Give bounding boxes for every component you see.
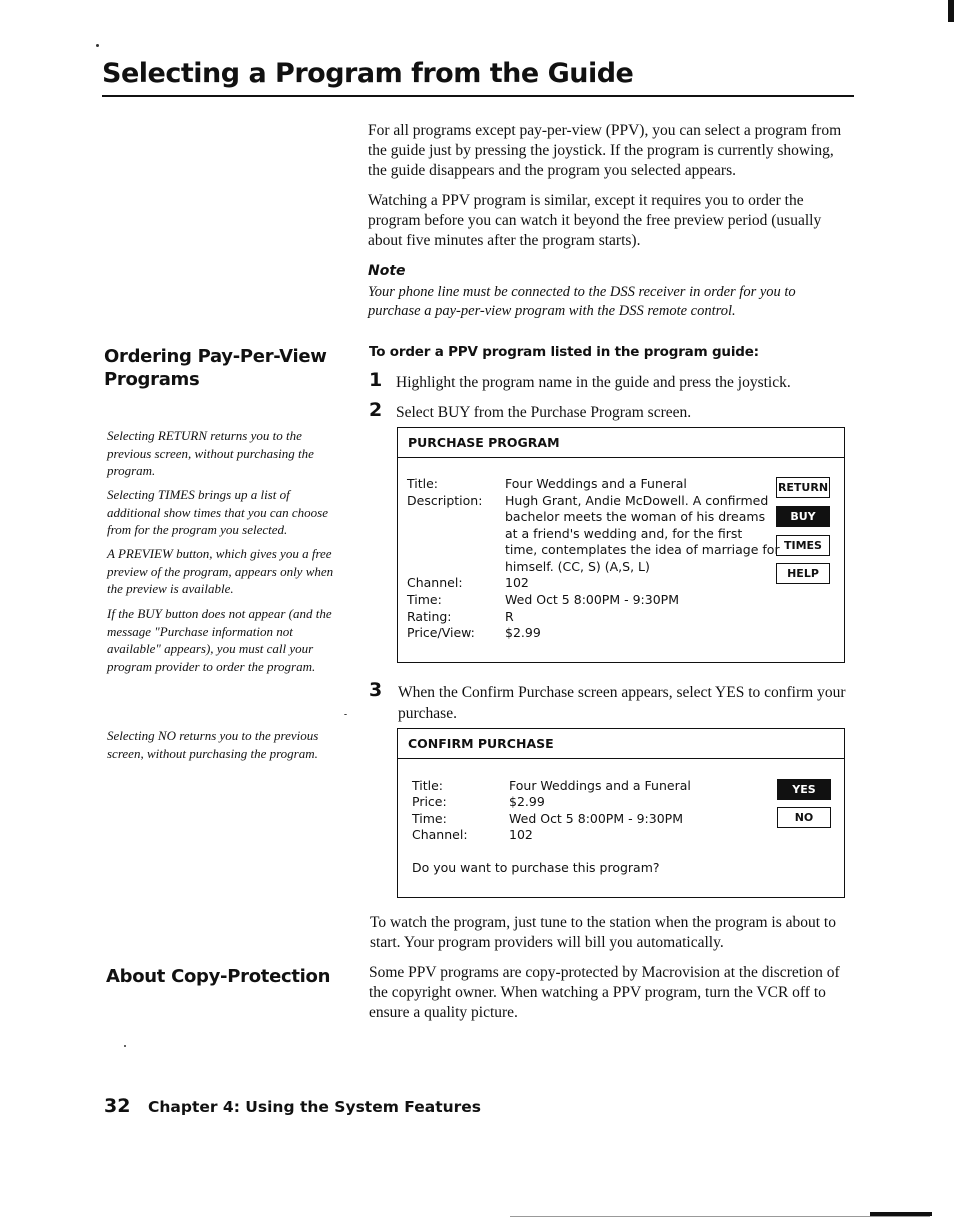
- time-label: Time:: [412, 811, 447, 826]
- confirm-question: Do you want to purchase this program?: [412, 860, 660, 875]
- return-button[interactable]: RETURN: [776, 477, 830, 498]
- yes-button[interactable]: YES: [777, 779, 831, 800]
- bottom-rule-thick: [870, 1212, 932, 1216]
- procedure-heading: To order a PPV program listed in the program guide:: [369, 344, 759, 360]
- bottom-rule: [510, 1216, 930, 1217]
- stray-mark: [124, 1045, 126, 1047]
- note-label: Note: [368, 263, 406, 279]
- intro-paragraph-1: For all programs except pay-per-view (PPV), you can select a program from the guide just by pressing the joystick. If the program is currently showing, the guide disappears and the program you selected appears.: [368, 122, 842, 179]
- rating-label: Rating:: [407, 609, 452, 624]
- page-number: 32: [104, 1095, 131, 1117]
- copy-protection-heading: About Copy-Protection: [106, 966, 331, 987]
- price-value: $2.99: [505, 625, 541, 640]
- channel-label: Channel:: [407, 575, 463, 590]
- confirm-screen-header: CONFIRM PURCHASE: [398, 729, 844, 759]
- purchase-screen-header: PURCHASE PROGRAM: [398, 428, 844, 458]
- sidebar-note-buy: If the BUY button does not appear (and the message "Purchase information not available" appears), you must call your program provider to order the program.: [107, 606, 332, 674]
- title-value: Four Weddings and a Funeral: [509, 778, 691, 793]
- step-number: 1: [369, 369, 383, 391]
- description-label: Description:: [407, 493, 483, 508]
- title-value: Four Weddings and a Funeral: [505, 476, 687, 491]
- step-number: 2: [369, 399, 383, 421]
- no-button[interactable]: NO: [777, 807, 831, 828]
- time-value: Wed Oct 5 8:00PM - 9:30PM: [505, 592, 679, 607]
- title-label: Title:: [407, 476, 438, 491]
- time-value: Wed Oct 5 8:00PM - 9:30PM: [509, 811, 683, 826]
- rating-value: R: [505, 609, 514, 624]
- stray-mark: [344, 714, 347, 715]
- ordering-heading: [104, 345, 327, 391]
- page-title: Selecting a Program from the Guide: [102, 58, 634, 89]
- description-line: himself. (CC, S) (A,S, L): [505, 559, 650, 574]
- confirm-purchase-screen: [397, 728, 845, 898]
- buy-button[interactable]: BUY: [776, 506, 830, 527]
- sidebar-note-times: Selecting TIMES brings up a list of additional show times that you can choose from for the program you selected.: [107, 487, 328, 537]
- description-line: Hugh Grant, Andie McDowell. A confirmed: [505, 493, 769, 508]
- description-line: time, contemplates the idea of marriage for: [505, 542, 780, 557]
- step-text: Select BUY from the Purchase Program screen.: [396, 404, 692, 421]
- help-button[interactable]: HELP: [776, 563, 830, 584]
- description-line: at a friend's wedding and, for the first: [505, 526, 743, 541]
- chapter-title: Chapter 4: Using the System Features: [148, 1098, 482, 1116]
- stray-dot: [96, 44, 99, 47]
- sidebar-note-preview: A PREVIEW button, which gives you a free preview of the program, appears only when the preview is available.: [107, 546, 334, 596]
- channel-label: Channel:: [412, 827, 468, 842]
- step-number: 3: [369, 679, 383, 701]
- price-label: Price/View:: [407, 625, 475, 640]
- ordering-heading-line1: Ordering Pay-Per-View: [104, 346, 327, 367]
- step-text: When the Confirm Purchase screen appears, select YES to confirm your purchase.: [398, 684, 846, 722]
- sidebar-note-no: Selecting NO returns you to the previous screen, without purchasing the program.: [107, 728, 319, 761]
- description-line: bachelor meets the woman of his dreams: [505, 509, 766, 524]
- copy-protection-paragraph: Some PPV programs are copy-protected by Macrovision at the discretion of the copyright owner. When watching a PPV program, turn the VCR off to ensure a quality picture.: [369, 964, 840, 1021]
- watch-paragraph: To watch the program, just tune to the station when the program is about to start. Your program providers will bill you automatically.: [370, 914, 836, 951]
- channel-value: 102: [509, 827, 533, 842]
- intro-paragraph-2: Watching a PPV program is similar, except it requires you to order the program before you can watch it beyond the free preview period (usually about five minutes after the program starts).: [368, 192, 822, 249]
- price-label: Price:: [412, 794, 447, 809]
- ordering-heading-line2: Programs: [104, 369, 200, 390]
- title-label: Title:: [412, 778, 443, 793]
- purchase-program-screen: [397, 427, 845, 663]
- page-edge-mark: [948, 0, 954, 22]
- price-value: $2.99: [509, 794, 545, 809]
- channel-value: 102: [505, 575, 529, 590]
- sidebar-note-return: Selecting RETURN returns you to the previous screen, without purchasing the program.: [107, 428, 314, 478]
- title-rule: [102, 95, 854, 97]
- times-button[interactable]: TIMES: [776, 535, 830, 556]
- time-label: Time:: [407, 592, 442, 607]
- note-text: Your phone line must be connected to the DSS receiver in order for you to purchase a pay-per-view program with the DSS remote control.: [368, 284, 796, 319]
- step-text: Highlight the program name in the guide and press the joystick.: [396, 374, 791, 391]
